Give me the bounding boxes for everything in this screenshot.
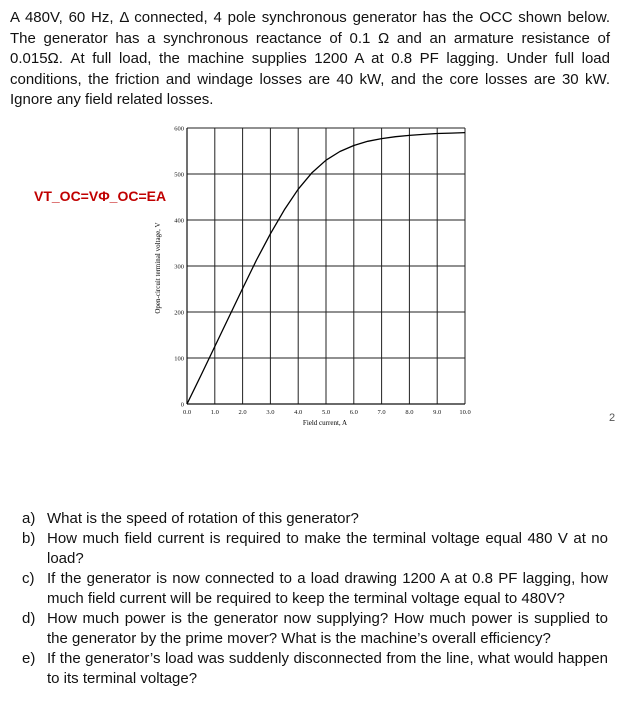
x-tick-label: 7.0 — [377, 409, 386, 416]
question-item — [22, 609, 608, 649]
question-letter: b) — [22, 530, 36, 547]
question-letter: d) — [22, 610, 36, 627]
x-tick-label: 10.0 — [459, 409, 471, 416]
y-tick-label: 100 — [174, 355, 184, 363]
question-text: What is the speed of rotation of this generator? — [47, 510, 359, 527]
y-tick-label: 400 — [174, 217, 184, 225]
question-item — [22, 509, 608, 529]
question-text: If the generator is now connected to a load drawing 1200 A at 0.8 PF lagging, how much field current will be required to keep the terminal voltage equal to 480V? — [47, 570, 608, 607]
x-tick-label: 0.0 — [182, 409, 192, 416]
page-number: 2 — [609, 412, 616, 424]
question-letter: a) — [22, 510, 36, 527]
x-tick-label: 5.0 — [321, 409, 331, 416]
question-item — [22, 569, 608, 609]
question-item — [22, 529, 608, 569]
question-text: If the generator’s load was suddenly disconnected from the line, what would happen to its terminal voltage? — [47, 650, 608, 687]
x-tick-label: 4.0 — [294, 409, 303, 416]
x-tick-label: 3.0 — [266, 409, 275, 416]
y-tick-label: 500 — [174, 171, 184, 179]
x-tick-label: 2.0 — [238, 409, 247, 416]
y-tick-label: 200 — [174, 309, 184, 317]
y-axis-label: Open-circuit terminal voltage, V — [154, 222, 162, 314]
question-text: How much field current is required to make the terminal voltage equal 480 V at no load? — [47, 530, 608, 567]
y-tick-label: 600 — [174, 125, 184, 133]
x-tick-label: 8.0 — [405, 409, 414, 416]
y-tick-label: 0 — [180, 401, 184, 409]
chart-ticks — [174, 126, 470, 417]
y-tick-label: 300 — [174, 263, 184, 271]
problem-statement: A 480V, 60 Hz, Δ connected, 4 pole synchronous generator has the OCC shown below. The generator has a synchronous reactance of 0.1 Ω and an armature resistance of 0.015Ω. At full load, the machine supplies 1200 A at 0.8 PF lagging. Under full load conditions, the friction and windage losses are 40 kW, and the core losses are 30 kW. Ignore any field related losses. — [10, 9, 610, 108]
x-tick-label: 1.0 — [210, 409, 219, 416]
chart-grid — [187, 128, 465, 404]
question-item — [22, 649, 608, 689]
occ-voltage-note: VT_OC=VΦ_OC=EA — [34, 188, 167, 204]
x-tick-label: 9.0 — [433, 409, 442, 416]
question-letter: e) — [22, 650, 36, 667]
question-text: How much power is the generator now supplying? How much power is supplied to the generator by the prime mover? What is the machine’s overall efficiency? — [47, 610, 608, 647]
question-letter: c) — [22, 570, 35, 587]
x-tick-label: 6.0 — [349, 409, 358, 416]
x-axis-label: Field current, A — [302, 419, 348, 427]
question-list — [22, 509, 608, 689]
